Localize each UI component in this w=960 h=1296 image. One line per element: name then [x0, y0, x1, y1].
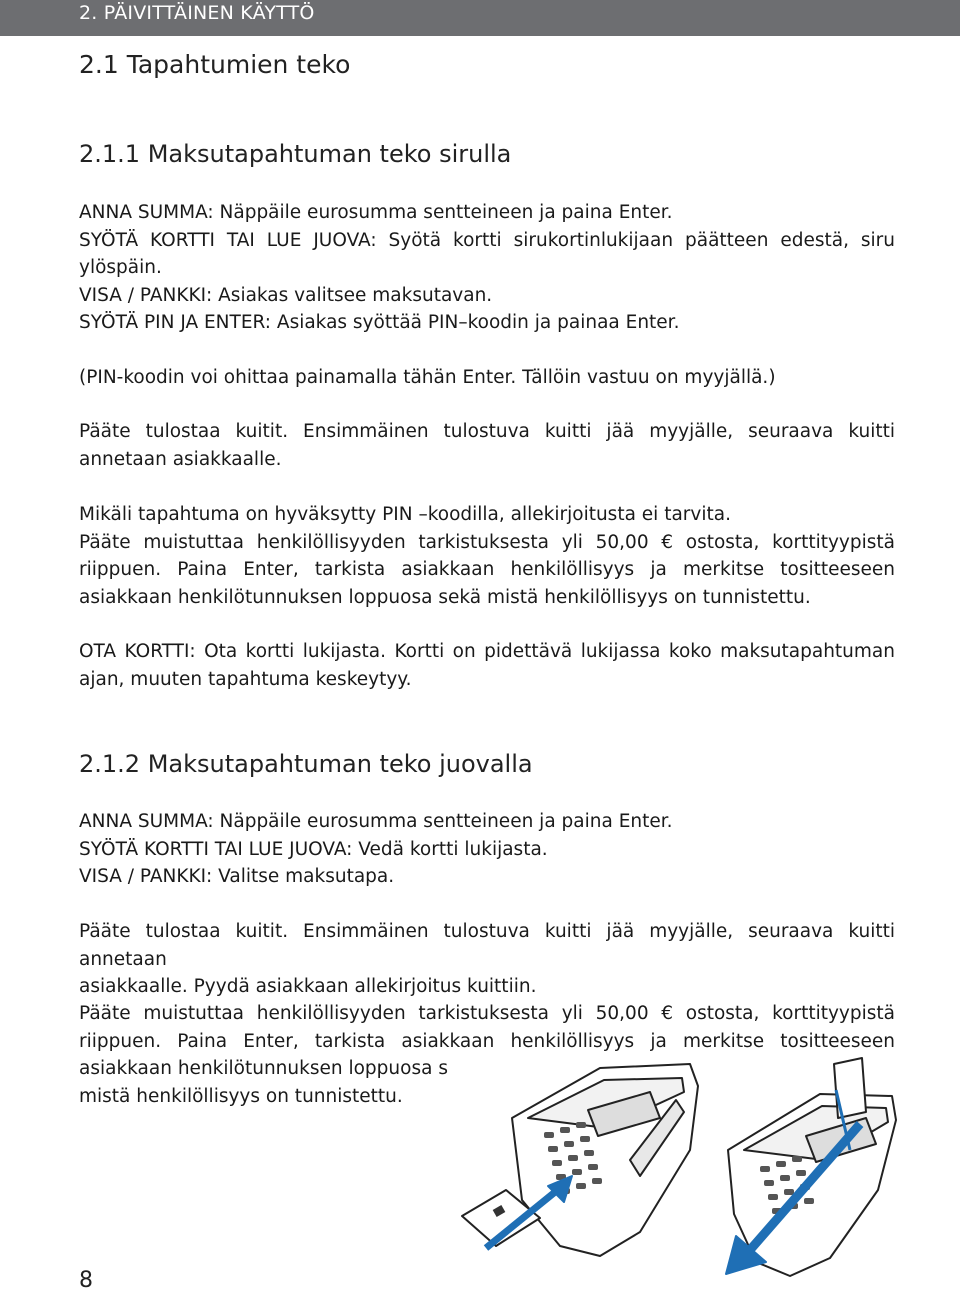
step-line: ylöspäin.	[79, 257, 162, 278]
swipe-id-check-paragraph: Pääte muistuttaa henkilöllisyyden tarkistuksesta yli 50,00 € ostosta, korttityypistä riippuen. Paina Enter, tarkista asiakkaan henkilöllisyys ja merkitse tositteeseen asiakkaan henkilötunnuksen loppuosa s mistä henkilöllisyys on tunnistettu.	[79, 1003, 895, 1107]
step-line: VISA / PANKKI: Valitse maksutapa.	[79, 866, 395, 887]
step-line: ANNA SUMMA: Näppäile eurosumma sentteineen ja paina Enter.	[79, 811, 673, 832]
subsection-title-chip: 2.1.1 Maksutapahtuman teko sirulla	[79, 140, 512, 168]
subsection-title-swipe: 2.1.2 Maksutapahtuman teko juovalla	[79, 750, 533, 778]
step-line: SYÖTÄ KORTTI TAI LUE JUOVA: Vedä kortti lukijasta.	[79, 838, 548, 860]
chip-receipt-paragraph: Pääte tulostaa kuitit. Ensimmäinen tulostuva kuitti jää myyjälle, seuraava kuitti annetaan asiakkaalle.	[79, 421, 895, 470]
chip-id-check-paragraph: Mikäli tapahtuma on hyväksytty PIN –koodilla, allekirjoitusta ei tarvita. Pääte muistuttaa henkilöllisyyden tarkistuksesta yli 50,00 € ostosta, korttityypistä riippuen. Paina Enter, tarkista asiakkaan henkilöllisyys ja merkitse tositteeseen asiakkaan henkilötunnuksen loppuosa sekä mistä henkilöllisyys on tunnistettu.	[79, 504, 895, 608]
step-line: SYÖTÄ KORTTI TAI LUE JUOVA: Syötä kortti sirukortinlukijaan päätteen edestä, siru	[79, 229, 895, 251]
section-label: 2. PÄIVITTÄINEN KÄYTTÖ	[79, 2, 315, 24]
step-line: SYÖTÄ PIN JA ENTER: Asiakas syöttää PIN–koodin ja painaa Enter.	[79, 312, 680, 333]
chip-card-terminal-illustration	[462, 1064, 698, 1256]
take-card-paragraph: OTA KORTTI: Ota kortti lukijasta. Kortti on pidettävä lukijassa koko maksutapahtuman ajan, muuten tapahtuma keskeytyy.	[79, 641, 895, 690]
swipe-card-terminal-illustration	[726, 1058, 896, 1276]
swipe-receipt-paragraph: Pääte tulostaa kuitit. Ensimmäinen tulostuva kuitti jää myyjälle, seuraava kuitti annetaan asiakkaalle. Pyydä asiakkaan allekirjoitus kuittiin.	[79, 921, 895, 997]
step-line: ANNA SUMMA: Näppäile eurosumma sentteineen ja paina Enter.	[79, 202, 673, 223]
pin-note: (PIN-koodin voi ohittaa painamalla tähän Enter. Tällöin vastuu on myyjällä.)	[79, 367, 776, 388]
step-line: VISA / PANKKI: Asiakas valitsee maksutavan.	[79, 284, 493, 306]
section-title: 2.1 Tapahtumien teko	[79, 50, 351, 79]
page-number: 8	[79, 1268, 93, 1293]
